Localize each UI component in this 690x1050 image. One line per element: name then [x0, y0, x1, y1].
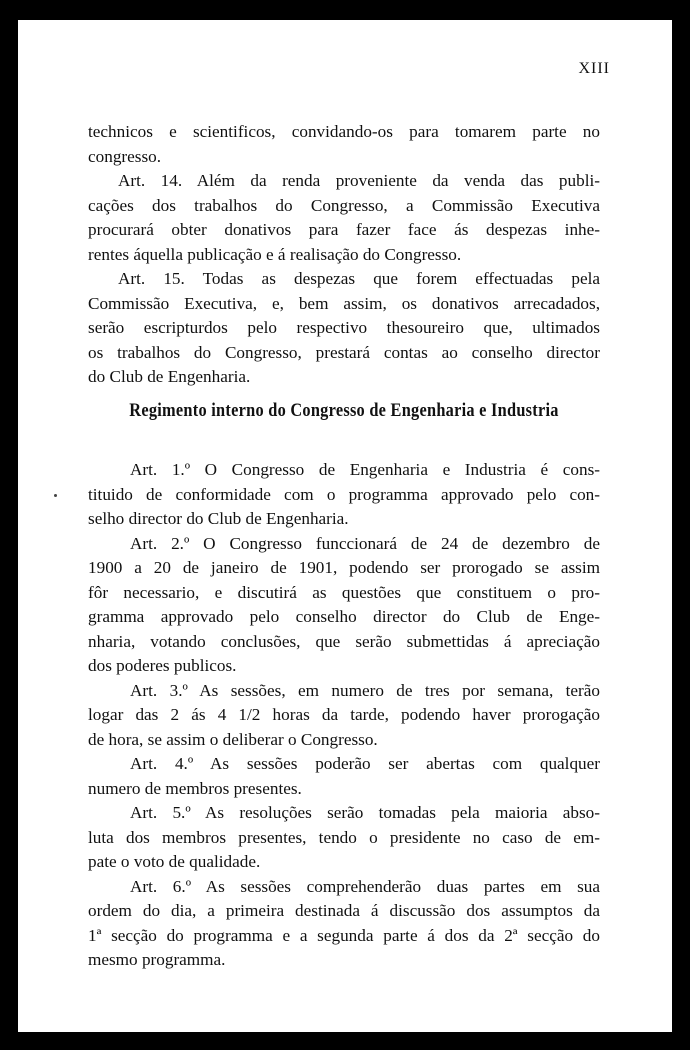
article-4-line: Art. 4.º As sessões poderão ser abertas com qualquer: [130, 754, 600, 773]
text-line: technicos e scientificos, convidando-os para tomarem parte no: [88, 122, 600, 141]
article-2-line: Art. 2.º O Congresso funccionará de 24 de dezembro de: [130, 533, 600, 553]
text-line: os trabalhos do Congresso, prestará contas ao conselho director: [88, 342, 600, 362]
page-number: XIII: [578, 60, 610, 77]
text-line: 1ª secção do programma e a segunda parte á dos da 2ª secção do: [88, 925, 600, 945]
text-line: mesmo programma.: [88, 950, 226, 969]
text-line: do Club de Engenharia.: [88, 367, 251, 386]
text-line: gramma approvado pelo conselho director do Club de Enge-: [88, 607, 600, 626]
print-speck: [54, 494, 57, 497]
text-line: procurará obter donativos para fazer face ás despezas inhe-: [88, 220, 600, 239]
text-line: tituido de conformidade com o programma approvado pelo con-: [88, 484, 600, 504]
article-3-line: Art. 3.º As sessões, em numero de tres por semana, terão: [130, 680, 600, 700]
section-heading: Regimento interno do Congresso de Engenharia e Industria: [129, 400, 559, 421]
article-15-line: Art. 15. Todas as despezas que forem effectuadas pela: [118, 269, 600, 288]
text-line: rentes áquella publicação e á realisação do Congresso.: [88, 244, 462, 264]
top-text-block: [88, 120, 600, 390]
text-line: pate o voto de qualidade.: [88, 852, 261, 871]
book-page: [18, 20, 672, 1032]
article-1-line: Art. 1.º O Congresso de Engenharia e Industria é cons-: [130, 460, 600, 479]
article-6-line: Art. 6.º As sessões comprehenderão duas partes em sua: [130, 876, 600, 896]
text-line: selho director do Club de Engenharia.: [88, 509, 349, 528]
article-14-line: Art. 14. Além da renda proveniente da venda das publi-: [118, 171, 600, 190]
text-line: luta dos membros presentes, tendo o presidente no caso de em-: [88, 827, 600, 847]
text-line: numero de membros presentes.: [88, 778, 302, 798]
text-line: ordem do dia, a primeira destinada á discussão dos assumptos da: [88, 901, 600, 920]
text-line: fôr necessario, e discutirá as questões que constituem o pro-: [88, 582, 600, 602]
text-line: nharia, votando conclusões, que serão submettidas á apreciação: [88, 631, 600, 651]
text-line: 1900 a 20 de janeiro de 1901, podendo ser prorogado se assim: [88, 558, 600, 577]
article-5-line: Art. 5.º As resoluções serão tomadas pela maioria abso-: [130, 803, 600, 822]
text-line: serão escripturdos pelo respectivo thesoureiro que, ultimados: [88, 318, 600, 337]
text-line: dos poderes publicos.: [88, 656, 237, 675]
text-line: Commissão Executiva, e, bem assim, os donativos arrecadados,: [88, 293, 600, 313]
text-line: congresso.: [88, 146, 162, 166]
text-line: logar das 2 ás 4 1/2 horas da tarde, podendo haver prorogação: [88, 705, 600, 724]
text-line: cações dos trabalhos do Congresso, a Commissão Executiva: [88, 195, 600, 215]
regimento-text-block: [88, 458, 600, 973]
text-line: de hora, se assim o deliberar o Congresso.: [88, 729, 378, 749]
